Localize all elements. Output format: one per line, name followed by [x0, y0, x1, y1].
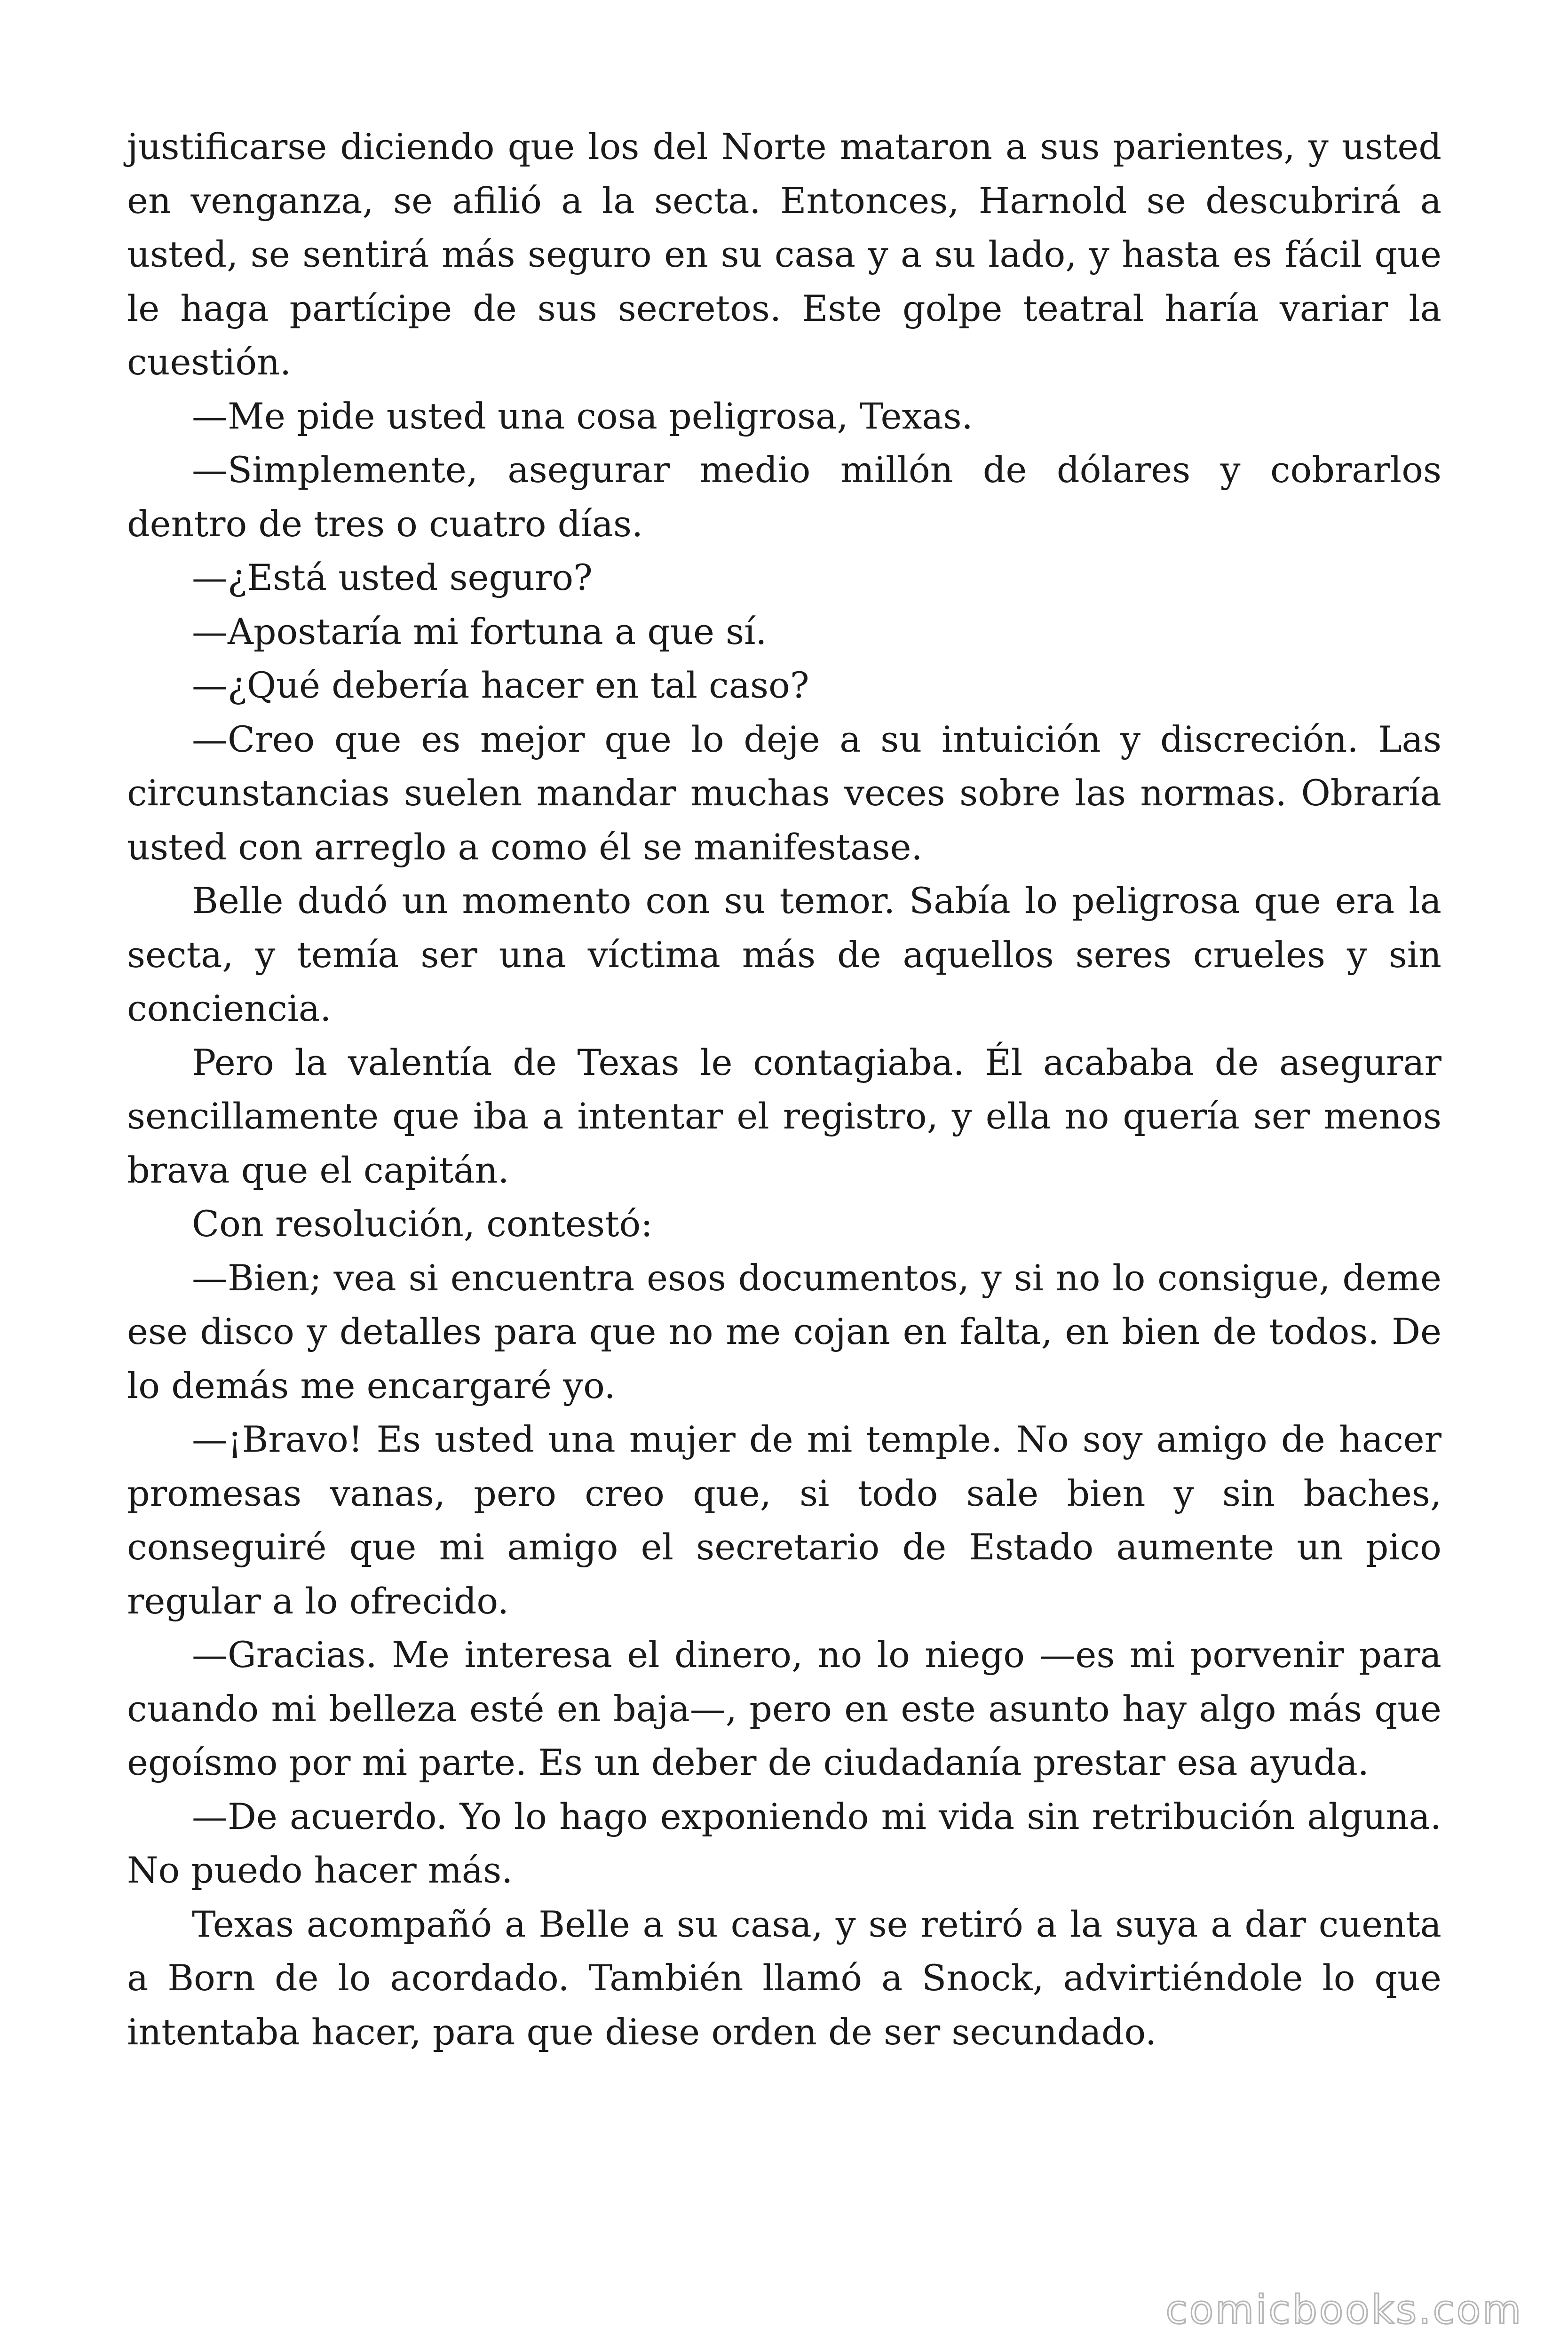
paragraph-5: —Apostaría mi fortuna a que sí. [192, 610, 767, 652]
watermark: comicbooks.com [1165, 2287, 1523, 2333]
body-text [127, 120, 1441, 2059]
paragraph-8: Belle dudó un momento con su temor. Sabía lo peligrosa que era la secta, y temía ser una víctima más de aquellos seres crueles y sin conciencia. [127, 880, 1441, 1029]
paragraph-15: Texas acompañó a Belle a su casa, y se retiró a la suya a dar cuenta a Born de lo acordado. También llamó a Snock, advirtiéndole lo que intentaba hacer, para que diese orden de ser secundado. [127, 1903, 1441, 2053]
paragraph-7: —Creo que es mejor que lo deje a su intuición y discreción. Las circunstancias suelen mandar muchas veces sobre las normas. Obraría usted con arreglo a como él se manifestase. [127, 718, 1441, 868]
paragraph-3: —Simplemente, asegurar medio millón de dólares y cobrarlos dentro de tres o cuatro días. [127, 449, 1441, 545]
paragraph-4: —¿Está usted seguro? [192, 556, 593, 598]
paragraph-12: —¡Bravo! Es usted una mujer de mi temple. No soy amigo de hacer promesas vanas, pero creo que, si todo sale bien y sin baches, conseguiré que mi amigo el secretario de Estado aumente un pico regular a lo ofrecido. [127, 1418, 1441, 1622]
paragraph-13: —Gracias. Me interesa el dinero, no lo niego —es mi porvenir para cuando mi belleza esté en baja—, pero en este asunto hay algo más que egoísmo por mi parte. Es un deber de ciudadanía prestar esa ayuda. [127, 1634, 1441, 1783]
paragraph-14: —De acuerdo. Yo lo hago exponiendo mi vida sin retribución alguna. No puedo hacer más. [127, 1795, 1441, 1891]
paragraph-11: —Bien; vea si encuentra esos documentos, y si no lo consigue, deme ese disco y detalles para que no me cojan en falta, en bien de todos. De lo demás me encargaré yo. [127, 1256, 1441, 1406]
paragraph-6: —¿Qué debería hacer en tal caso? [192, 664, 809, 706]
paragraph-9: Pero la valentía de Texas le contagiaba. Él acababa de asegurar sencillamente que iba a intentar el registro, y ella no quería ser menos brava que el capitán. [127, 1041, 1441, 1191]
paragraph-10: Con resolución, contestó: [192, 1203, 653, 1245]
paragraph-1: justificarse diciendo que los del Norte mataron a sus parientes, y usted en venganza, se afilió a la secta. Entonces, Harnold se descubrirá a usted, se sentirá más seguro en su casa y a su lado, y hasta es fácil que le haga partícipe de sus secretos. Este golpe teatral haría variar la cuestión. [127, 126, 1441, 383]
paragraph-2: —Me pide usted una cosa peligrosa, Texas. [192, 395, 973, 437]
